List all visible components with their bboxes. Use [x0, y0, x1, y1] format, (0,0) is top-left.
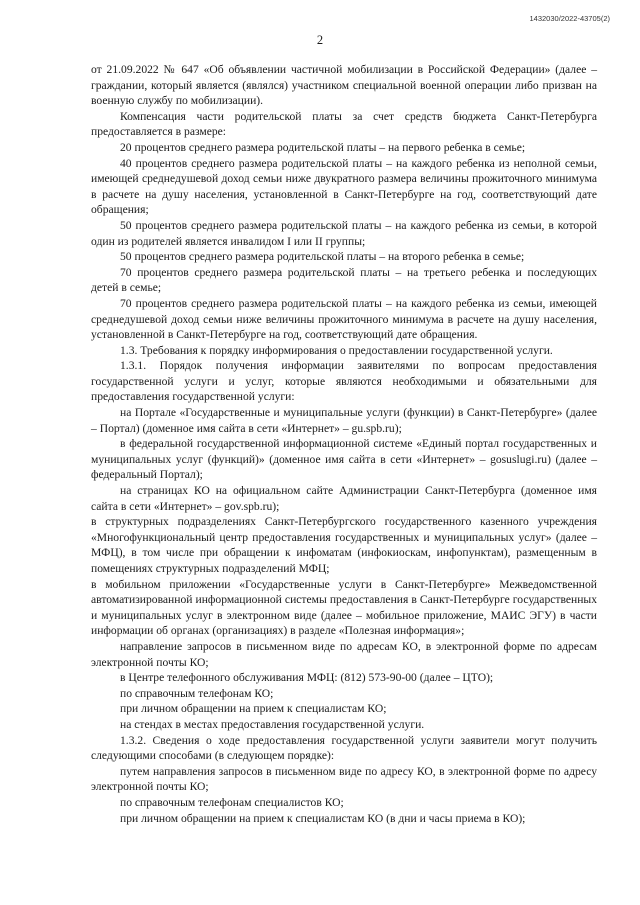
list-item: по справочным телефонам КО;	[120, 686, 274, 700]
list-item: на Портале «Государственные и муниципальные услуги (функции) в Санкт-Петербурге» (далее – Портал) (доменное имя сайта в сети «Интернет» – gu.spb.ru);	[91, 406, 597, 435]
paragraph: 20 процентов среднего размера родительской платы – на первого ребенка в семье;	[120, 140, 526, 154]
paragraph: 1.3.1. Порядок получения информации заявителями по вопросам предоставления государственной услуги и услуг, которые являются необходимыми и обязательными для предоставления государственной услуги:	[91, 359, 597, 404]
paragraph: 1.3.2. Сведения о ходе предоставления государственной услуги заявители могут получить следующими способами (в следующем порядке):	[91, 733, 597, 763]
list-item: в мобильном приложении «Государственные услуги в Санкт-Петербурге» Межведомственной автоматизированной информационной системы предоставления в Санкт-Петербурге государственных и муниципальных услуг в электронном виде (далее – мобильное приложение, МАИС ЭГУ) в части информации об органах (организациях) в разделе «Полезная информация»;	[91, 577, 597, 638]
paragraph: 70 процентов среднего размера родительской платы – на каждого ребенка из семьи, имеющей среднедушевой доход семьи ниже величины прожиточного минимума в расчете на душу населения, установленной в Санкт-Петербурге на год, соответствующий дате обращения.	[91, 296, 597, 342]
section-heading: 1.3. Требования к порядку информирования о предоставлении государственной услуги.	[120, 343, 553, 357]
list-item: в структурных подразделениях Санкт-Петербургского государственного казенного учреждения «Многофункциональный центр предоставления государственных и муниципальных услуг» (далее – МФЦ), в том числе при обращении к инфоматам (инфокиоскам, инфопунктам), размещенным в помещениях структурных подразделений МФЦ;	[91, 515, 597, 575]
list-item: в Центре телефонного обслуживания МФЦ: (812) 573-90-00 (далее – ЦТО);	[120, 671, 494, 685]
list-item: в федеральной государственной информационной системе «Единый портал государственных и муниципальных услуг (функций)» (доменное имя сайта в сети «Интернет» – gosuslugi.ru) (далее – федеральный Портал);	[91, 437, 597, 482]
list-item: при личном обращении на прием к специалистам КО (в дни и часы приема в КО);	[120, 811, 526, 825]
list-item: направление запросов в письменном виде по адресам КО, в электронной форме по адресам электронной почты КО;	[91, 639, 597, 669]
paragraph: 50 процентов среднего размера родительской платы – на второго ребенка в семье;	[120, 250, 525, 264]
paragraph: 50 процентов среднего размера родительской платы – на каждого ребенка из семьи, в которой один из родителей является инвалидом I или II группы;	[91, 218, 597, 248]
list-item: на страницах КО на официальном сайте Администрации Санкт-Петербурга (доменное имя сайта в сети «Интернет» – gov.spb.ru);	[91, 484, 597, 513]
list-item: на стендах в местах предоставления государственной услуги.	[120, 717, 425, 731]
document-code: 1432030/2022-43705(2)	[529, 14, 610, 23]
list-item: при личном обращении на прием к специалистам КО;	[120, 702, 387, 716]
list-item: по справочным телефонам специалистов КО;	[120, 795, 344, 809]
document-body	[91, 62, 597, 826]
paragraph: от 21.09.2022 № 647 «Об объявлении частичной мобилизации в Российской Федерации» (далее – граждании, который является (являлся) участником специальной военной операции либо призван на военную службу по мобилизации).	[91, 63, 597, 108]
page-number: 2	[316, 33, 324, 47]
paragraph: 70 процентов среднего размера родительской платы – на третьего ребенка и последующих детей в семье;	[91, 265, 597, 295]
paragraph: 40 процентов среднего размера родительской платы – на каждого ребенка из неполной семьи, имеющей среднедушевой доход семьи ниже двукратного размера величины прожиточного минимума в расчете на душу населения, установленной в Санкт-Петербурге на год, соответствующий дате обращения;	[91, 156, 597, 217]
paragraph: Компенсация части родительской платы за счет средств бюджета Санкт-Петербурга предоставляется в размере:	[91, 109, 597, 139]
list-item: путем направления запросов в письменном виде по адресу КО, в электронной форме по адресу электронной почты КО;	[91, 764, 597, 794]
